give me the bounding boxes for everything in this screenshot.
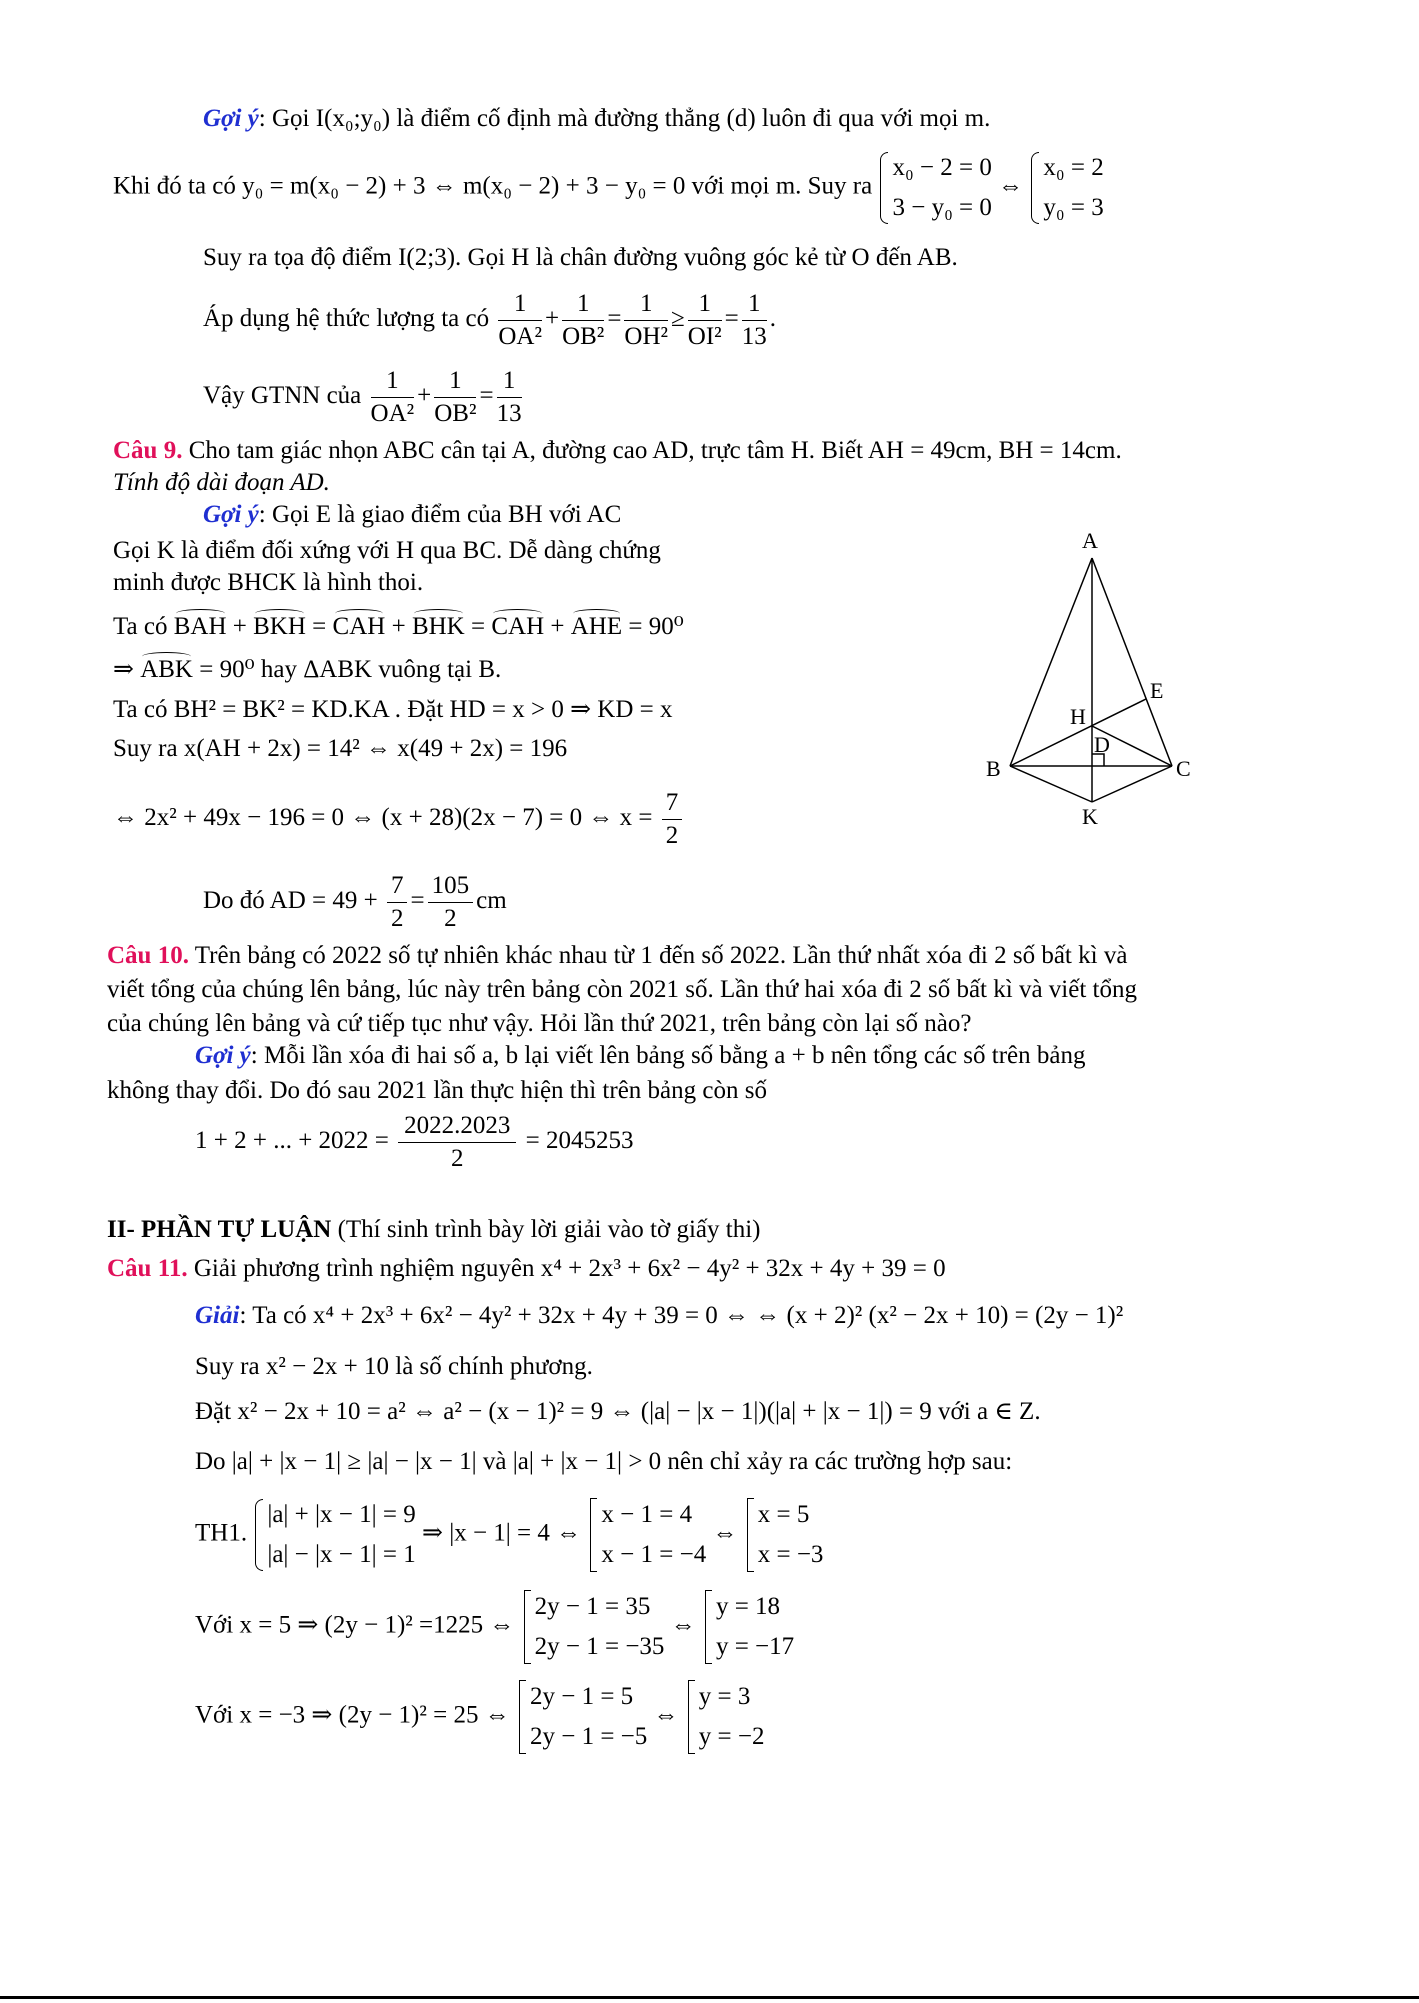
op: ≥ (671, 305, 685, 333)
hint-label: Gợi ý (203, 501, 259, 528)
text: ⇒ |x − 1| = 4 ⇔ (422, 1519, 582, 1547)
line-4 (203, 288, 776, 353)
fraction (497, 365, 522, 430)
cases (685, 1677, 765, 1757)
fraction (371, 365, 415, 430)
fraction (398, 1110, 516, 1175)
op: = (410, 887, 425, 915)
fraction (428, 870, 474, 935)
system-row: |a| + |x − 1| = 9 (267, 1501, 416, 1528)
numerator: 1 (688, 288, 722, 321)
fraction (688, 288, 722, 353)
line-5-text: Vậy GTNN của (203, 382, 362, 410)
cases-row: x − 1 = −4 (601, 1541, 707, 1568)
angle: CAH (332, 613, 386, 640)
system-1 (878, 148, 991, 228)
text: 1 + 2 + ... + 2022 = (195, 1127, 389, 1155)
system (253, 1495, 415, 1575)
label-d: D (1094, 732, 1110, 757)
q11-line: Suy ra x² − 2x + 10 là số chính phương. (195, 1353, 593, 1380)
q10-hint (195, 1041, 1086, 1071)
hint-label: Gợi ý (203, 105, 259, 132)
denominator: OB² (434, 400, 477, 427)
numerator: 1 (498, 288, 542, 321)
system-2 (1029, 148, 1103, 228)
op: + (544, 613, 571, 640)
with-x-5 (195, 1587, 794, 1667)
question-label: Câu 11. (107, 1255, 188, 1282)
question-9-line-2: Tính độ dài đoạn AD. (113, 469, 330, 496)
with-x-minus-3 (195, 1677, 764, 1757)
fraction (387, 870, 408, 935)
numerator: 1 (434, 365, 476, 398)
angle: BAH (173, 613, 227, 640)
question-text: Trên bảng có 2022 số tự nhiên khác nhau từ 1 đến số 2022. Lần thứ nhất xóa đi 2 số bất kì và (188, 942, 1128, 969)
segment-ab (1010, 558, 1092, 766)
denominator: 2 (665, 822, 679, 849)
line-3: Suy ra tọa độ điểm I(2;3). Gọi H là chân đường vuông góc kẻ từ O đến AB. (203, 244, 958, 271)
label-b: B (986, 756, 1001, 781)
q11-line: Do |a| + |x − 1| ≥ |a| − |x − 1| và |a| + |x − 1| > 0 nên chỉ xảy ra các trường hợp sau: (195, 1448, 1013, 1475)
cases-row: 2y − 1 = 35 (534, 1593, 651, 1620)
case-label: TH1. (195, 1519, 248, 1547)
cases (587, 1495, 706, 1575)
fraction (624, 288, 668, 353)
denominator: 2 (451, 1145, 464, 1172)
text: Với x = 5 ⇒ (2y − 1)² =1225 ⇔ (195, 1611, 515, 1639)
fraction (434, 365, 476, 430)
cases (702, 1587, 794, 1667)
numerator: 1 (497, 365, 522, 398)
angle: BKH (253, 613, 306, 640)
q9-angles-line (113, 612, 684, 642)
angle: CAH (491, 613, 545, 640)
question-text: Cho tam giác nhọn ABC cân tại A, đường cao AD, trực tâm H. Biết AH = 49cm, BH = 14cm. (182, 437, 1122, 464)
q10-sum-line (195, 1110, 634, 1175)
cases (516, 1677, 647, 1757)
cases-row: y = 18 (715, 1593, 781, 1620)
system-row: y₀ = 3 (1043, 194, 1104, 221)
op: = (305, 613, 333, 640)
fraction (662, 787, 683, 852)
question-9-hint (203, 500, 621, 530)
question-label: Câu 9. (113, 437, 183, 464)
q10-line: của chúng lên bảng và cứ tiếp tục như vậy. Hỏi lần thứ 2021, trên bảng còn lại số nào? (107, 1010, 972, 1037)
text: Ta có (113, 613, 174, 640)
denominator: OA² (370, 400, 415, 427)
label-h: H (1070, 704, 1086, 729)
op: = (464, 613, 492, 640)
cases-row: x − 1 = 4 (601, 1501, 693, 1528)
op: + (385, 613, 412, 640)
section-2-heading (107, 1215, 760, 1245)
question-9 (113, 436, 1122, 466)
q9-line: Ta có BH² = BK² = KD.KA . Đặt HD = x > 0 ⇒ KD = x (113, 696, 673, 723)
op: + (544, 305, 560, 333)
cases (744, 1495, 824, 1575)
fraction (562, 288, 604, 353)
denominator: OI² (687, 323, 722, 350)
numerator: 105 (428, 870, 474, 903)
numerator: 1 (371, 365, 415, 398)
q10-line: viết tổng của chúng lên bảng, lúc này trên bảng còn 2021 số. Lần thứ hai xóa đi 2 số bất kì và viết tổng (107, 976, 1137, 1003)
section-title: II- PHẦN TỰ LUẬN (107, 1216, 332, 1243)
triangle-figure (970, 530, 1210, 830)
cases-row: y = 3 (698, 1683, 751, 1710)
system-row: |a| − |x − 1| = 1 (267, 1541, 416, 1568)
numerator: 7 (662, 787, 683, 820)
line-2 (113, 148, 1104, 228)
q10-line: không thay đổi. Do đó sau 2021 lần thực hiện thì trên bảng còn số (107, 1077, 767, 1104)
text: Với x = −3 ⇒ (2y − 1)² = 25 ⇔ (195, 1701, 510, 1729)
q9-abk-line (113, 655, 501, 685)
denominator: OH² (624, 323, 669, 350)
cases-row: 2y − 1 = −5 (529, 1723, 648, 1750)
q11-line: Đặt x² − 2x + 10 = a² ⇔ a² − (x − 1)² = 9 ⇔ (|a| − |x − 1|)(|a| + |x − 1|) = 9 với a ∈ Z. (195, 1398, 1041, 1425)
question-label: Câu 10. (107, 942, 189, 969)
segment-ck (1092, 766, 1172, 802)
op: = (607, 305, 622, 333)
line-4-text: Áp dụng hệ thức lượng ta có (203, 305, 490, 333)
hint-text: : Gọi I(x₀;y₀) là điểm cố định mà đường thẳng (d) luôn đi qua với mọi m. (258, 105, 991, 132)
question-10 (107, 941, 1127, 971)
denominator: 2 (444, 905, 457, 932)
cases-row: x = 5 (757, 1501, 810, 1528)
numerator: 1 (742, 288, 767, 321)
angle: BHK (411, 613, 465, 640)
hint-text: : Mỗi lần xóa đi hai số a, b lại viết lên bảng số bằng a + b nên tổng các số trên bảng (250, 1042, 1086, 1069)
denominator: OA² (498, 323, 542, 350)
case-1 (195, 1495, 823, 1575)
numerator: 1 (624, 288, 668, 321)
question-11 (107, 1254, 946, 1284)
fraction (742, 288, 767, 353)
hint-text: : Gọi E là giao điểm của BH với AC (258, 501, 622, 528)
label-a: A (1082, 530, 1098, 553)
cases-row: 2y − 1 = −35 (534, 1633, 665, 1660)
op: = (479, 382, 494, 410)
line-2-text: Khi đó ta có y₀ = m(x₀ − 2) + 3 ⇔ m(x₀ − 2) + 3 − y₀ = 0 với mọi m. Suy ra (113, 172, 873, 200)
text: Do đó AD = 49 + (203, 887, 378, 915)
question-text: Giải phương trình nghiệm nguyên x⁴ + 2x³ + 6x² − 4y² + 32x + 4y + 39 = 0 (187, 1255, 946, 1282)
numerator: 2022.2023 (398, 1110, 516, 1143)
op: = 90⁰ (622, 613, 684, 640)
cases-row: 2y − 1 = 5 (529, 1683, 634, 1710)
label-k: K (1082, 804, 1098, 829)
hint-label: Gợi ý (195, 1042, 251, 1069)
solution-text: : Ta có x⁴ + 2x³ + 6x² − 4y² + 32x + 4y + 39 = 0 ⇔ ⇔ (x + 2)² (x² − 2x + 10) = (2y − 1)² (239, 1302, 1124, 1329)
label-e: E (1150, 678, 1164, 703)
page-bottom-rule (0, 1996, 1419, 1999)
text: = 2045253 (525, 1127, 634, 1155)
op: . (769, 305, 776, 333)
text: ⇒ (113, 656, 141, 683)
angle: ABK (140, 656, 193, 683)
solution-label: Giải (195, 1302, 240, 1329)
op: + (226, 613, 254, 640)
cases-row: y = −2 (698, 1723, 765, 1750)
denominator: OB² (562, 323, 605, 350)
fraction (498, 288, 542, 353)
denominator: 13 (496, 400, 522, 427)
q9-line: Gọi K là điểm đối xứng với H qua BC. Dễ dàng chứng (113, 537, 661, 564)
system-row: x₀ − 2 = 0 (892, 154, 992, 181)
hint-line-1 (203, 104, 990, 134)
q11-solution (195, 1301, 1123, 1331)
cases-row: y = −17 (715, 1633, 795, 1660)
section-note: (Thí sinh trình bày lời giải vào tờ giấy thi) (331, 1216, 761, 1243)
text: cm (476, 887, 507, 915)
denominator: 2 (390, 905, 404, 932)
q9-result-line (203, 870, 507, 935)
cases (521, 1587, 665, 1667)
equiv-sign: ⇔ (998, 172, 1024, 200)
cases-row: x = −3 (757, 1541, 824, 1568)
system-row: 3 − y₀ = 0 (892, 194, 992, 221)
text: ⇔ 2x² + 49x − 196 = 0 ⇔ (x + 28)(2x − 7) = 0 ⇔ x = (113, 804, 653, 832)
op: ⇔ (712, 1519, 738, 1547)
text: = 90⁰ hay ΔABK vuông tại B. (193, 656, 502, 683)
op: + (417, 382, 432, 410)
numerator: 7 (387, 870, 408, 903)
q9-quadratic-line (113, 787, 685, 852)
q9-line: Suy ra x(AH + 2x) = 14² ⇔ x(49 + 2x) = 196 (113, 735, 568, 762)
line-5 (203, 365, 525, 430)
label-c: C (1176, 756, 1191, 781)
op: ⇔ (653, 1701, 679, 1729)
op: ⇔ (670, 1611, 696, 1639)
system-row: x₀ = 2 (1043, 154, 1104, 181)
denominator: 13 (741, 323, 767, 350)
segment-bk (1010, 766, 1092, 802)
op: = (724, 305, 739, 333)
q9-line: minh được BHCK là hình thoi. (113, 569, 424, 596)
numerator: 1 (562, 288, 604, 321)
angle: AHE (570, 613, 623, 640)
